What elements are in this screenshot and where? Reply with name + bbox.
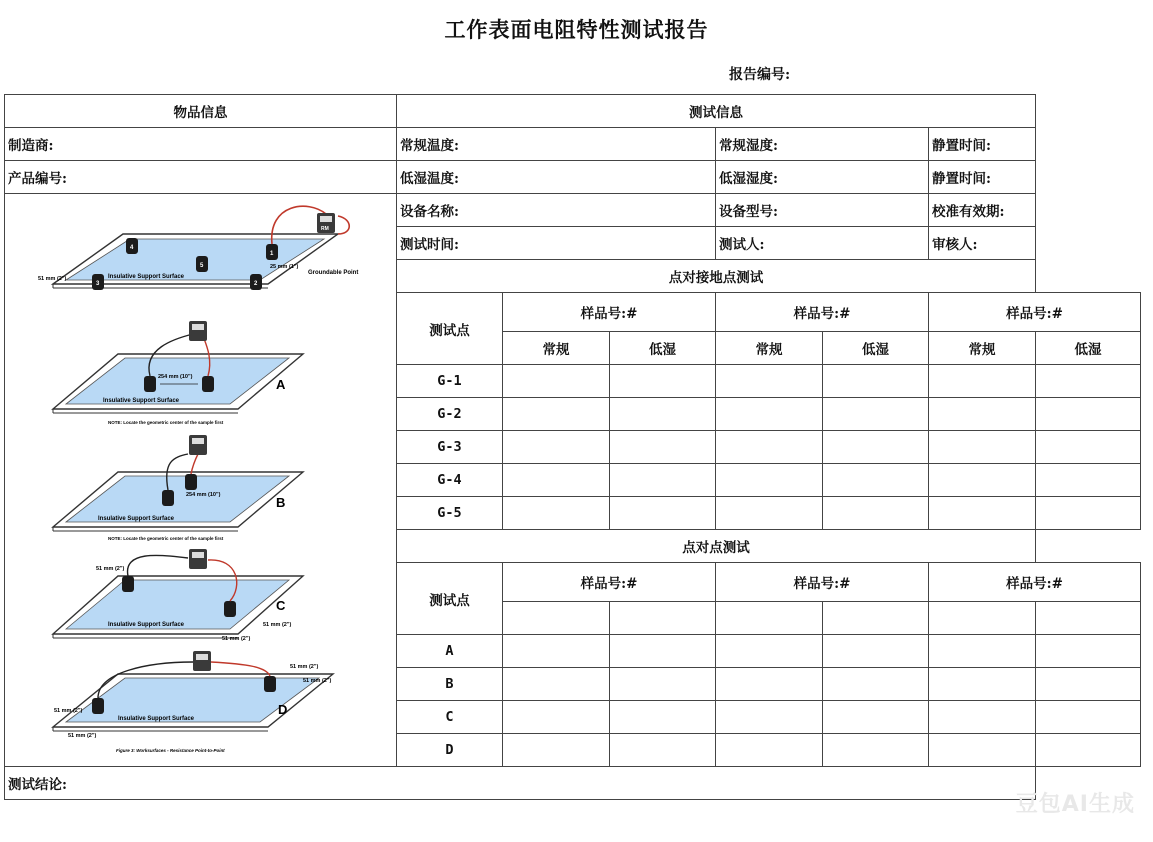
result-cell[interactable] <box>716 701 823 734</box>
result-cell[interactable] <box>1036 701 1141 734</box>
dist-51-label-c3: 51 mm (2") <box>263 622 292 628</box>
result-cell[interactable] <box>610 668 716 701</box>
p2p-point-label: C <box>397 701 503 734</box>
calibration-field[interactable]: 校准有效期: <box>929 194 1036 227</box>
ground-sample-header-3: 样品号:# <box>929 293 1141 332</box>
ground-test-heading: 点对接地点测试 <box>397 260 1036 293</box>
dist-51-label-d3: 51 mm (2") <box>54 708 83 714</box>
rest-time-field-1[interactable]: 静置时间: <box>929 128 1036 161</box>
electrode-number-2: 2 <box>254 281 258 287</box>
condition-blank[interactable] <box>503 602 610 635</box>
result-cell[interactable] <box>503 701 610 734</box>
result-cell[interactable] <box>1036 734 1141 767</box>
panel-label-c: C <box>276 598 286 613</box>
result-cell[interactable] <box>823 431 929 464</box>
condition-blank[interactable] <box>929 602 1036 635</box>
report-table <box>4 94 1141 800</box>
result-cell[interactable] <box>716 431 823 464</box>
result-cell[interactable] <box>716 635 823 668</box>
test-time-field[interactable]: 测试时间: <box>397 227 716 260</box>
tester-field[interactable]: 测试人: <box>716 227 929 260</box>
result-cell[interactable] <box>716 464 823 497</box>
result-cell[interactable] <box>1036 635 1141 668</box>
item-info-header: 物品信息 <box>5 95 397 128</box>
result-cell[interactable] <box>1036 365 1141 398</box>
result-cell[interactable] <box>929 701 1036 734</box>
result-cell[interactable] <box>503 398 610 431</box>
ground-point-label: G-4 <box>397 464 503 497</box>
groundable-point-label: Groundable Point <box>308 270 359 276</box>
dist-51-label-c1: 51 mm (2") <box>96 566 125 572</box>
normal-temp-field[interactable]: 常规温度: <box>397 128 716 161</box>
result-cell[interactable] <box>929 365 1036 398</box>
condition-low-1: 低湿 <box>610 332 716 365</box>
condition-normal-3: 常规 <box>929 332 1036 365</box>
dist-51-label-d4: 51 mm (2") <box>68 733 97 739</box>
test-setup-figure <box>8 194 397 762</box>
device-model-field[interactable]: 设备型号: <box>716 194 929 227</box>
result-cell[interactable] <box>503 431 610 464</box>
result-cell[interactable] <box>716 497 823 530</box>
note-text-a: NOTE: Locate the geometric center of the sample first <box>108 420 224 425</box>
result-cell[interactable] <box>823 635 929 668</box>
condition-low-2: 低湿 <box>823 332 929 365</box>
ground-point-label: G-3 <box>397 431 503 464</box>
report-number-label: 报告编号: <box>729 67 791 83</box>
electrode-number-3: 3 <box>96 281 100 287</box>
manufacturer-field[interactable]: 制造商: <box>5 128 397 161</box>
result-cell[interactable] <box>610 464 716 497</box>
result-cell[interactable] <box>1036 464 1141 497</box>
condition-blank[interactable] <box>1036 602 1141 635</box>
p2p-test-heading: 点对点测试 <box>397 530 1036 563</box>
dist-51-label-0: 51 mm (2") <box>38 276 67 282</box>
panel-label-b: B <box>276 495 286 510</box>
test-info-header: 测试信息 <box>397 95 1036 128</box>
result-cell[interactable] <box>610 497 716 530</box>
condition-blank[interactable] <box>610 602 716 635</box>
result-cell[interactable] <box>716 365 823 398</box>
device-name-field[interactable]: 设备名称: <box>397 194 716 227</box>
result-cell[interactable] <box>823 398 929 431</box>
p2p-sample-header-2: 样品号:# <box>716 563 929 602</box>
reviewer-field[interactable]: 审核人: <box>929 227 1036 260</box>
result-cell[interactable] <box>610 734 716 767</box>
electrode-number-5: 5 <box>200 263 204 269</box>
condition-normal-1: 常规 <box>503 332 610 365</box>
conclusion-field[interactable]: 测试结论: <box>5 767 1036 800</box>
p2p-sample-header-1: 样品号:# <box>503 563 716 602</box>
result-cell[interactable] <box>503 365 610 398</box>
result-cell[interactable] <box>610 431 716 464</box>
result-cell[interactable] <box>929 668 1036 701</box>
ground-point-label: G-2 <box>397 398 503 431</box>
figure-panel-c <box>53 549 303 642</box>
low-temp-field[interactable]: 低湿温度: <box>397 161 716 194</box>
surface-label-d: Insulative Support Surface <box>118 716 195 722</box>
p2p-point-header: 测试点 <box>397 563 503 635</box>
condition-low-3: 低湿 <box>1036 332 1141 365</box>
result-cell[interactable] <box>716 668 823 701</box>
p2p-point-label: D <box>397 734 503 767</box>
figure-panel-b <box>53 435 303 541</box>
result-cell[interactable] <box>929 464 1036 497</box>
figure-caption: Figure 3: Worksurfaces - Resistance Point-to-Point <box>116 748 225 753</box>
watermark: 豆包AI生成 <box>1015 792 1135 817</box>
figure-panel-a <box>53 321 303 425</box>
ground-sample-header-1: 样品号:# <box>503 293 716 332</box>
rest-time-field-2[interactable]: 静置时间: <box>929 161 1036 194</box>
result-cell[interactable] <box>823 497 929 530</box>
condition-normal-2: 常规 <box>716 332 823 365</box>
surface-label-b: Insulative Support Surface <box>98 516 175 522</box>
result-cell[interactable] <box>503 464 610 497</box>
result-cell[interactable] <box>716 734 823 767</box>
dist-51-label-c2: 51 mm (2") <box>222 636 251 642</box>
ground-point-label: G-1 <box>397 365 503 398</box>
figure-panel-layout <box>38 206 358 290</box>
result-cell[interactable] <box>1036 431 1141 464</box>
condition-blank[interactable] <box>823 602 929 635</box>
result-cell[interactable] <box>503 497 610 530</box>
result-cell[interactable] <box>503 635 610 668</box>
result-cell[interactable] <box>929 431 1036 464</box>
figure-panel-d <box>53 651 333 753</box>
panel-label-d: D <box>278 702 288 717</box>
surface-label-0: Insulative Support Surface <box>108 274 185 280</box>
dist-51-label-d2: 51 mm (2") <box>303 678 332 684</box>
result-cell[interactable] <box>1036 398 1141 431</box>
result-cell[interactable] <box>1036 497 1141 530</box>
result-cell[interactable] <box>823 701 929 734</box>
result-cell[interactable] <box>929 497 1036 530</box>
p2p-point-label: B <box>397 668 503 701</box>
result-cell[interactable] <box>823 464 929 497</box>
ground-point-label: G-5 <box>397 497 503 530</box>
result-cell[interactable] <box>503 734 610 767</box>
meter-label-0: RM <box>321 226 329 232</box>
report-title: 工作表面电阻特性测试报告 <box>444 17 709 42</box>
result-cell[interactable] <box>610 365 716 398</box>
result-cell[interactable] <box>610 635 716 668</box>
normal-humidity-field[interactable]: 常规湿度: <box>716 128 929 161</box>
result-cell[interactable] <box>929 398 1036 431</box>
result-cell[interactable] <box>823 668 929 701</box>
result-cell[interactable] <box>823 365 929 398</box>
dist-254-label-a: 254 mm (10") <box>158 374 193 380</box>
result-cell[interactable] <box>610 398 716 431</box>
result-cell[interactable] <box>1036 668 1141 701</box>
dist-51-label-d1: 51 mm (2") <box>290 664 319 670</box>
result-cell[interactable] <box>503 668 610 701</box>
ground-test-point-header: 测试点 <box>397 293 503 365</box>
panel-label-a: A <box>276 377 286 392</box>
ground-sample-header-2: 样品号:# <box>716 293 929 332</box>
p2p-point-label: A <box>397 635 503 668</box>
condition-blank[interactable] <box>716 602 823 635</box>
result-cell[interactable] <box>823 734 929 767</box>
note-text-b: NOTE: Locate the geometric center of the sample first <box>108 536 224 541</box>
product-no-field[interactable]: 产品编号: <box>5 161 397 194</box>
result-cell[interactable] <box>610 701 716 734</box>
dist-254-label-b: 254 mm (10") <box>186 492 221 498</box>
electrode-number-4: 4 <box>130 245 134 251</box>
dist-25-label: 25 mm (1") <box>270 264 299 270</box>
surface-label-c: Insulative Support Surface <box>108 622 185 628</box>
test-setup-figure-cell <box>5 194 397 767</box>
p2p-sample-header-3: 样品号:# <box>929 563 1141 602</box>
surface-label-a: Insulative Support Surface <box>103 398 180 404</box>
electrode-number-1: 1 <box>270 251 274 257</box>
result-cell[interactable] <box>929 734 1036 767</box>
low-humidity-field[interactable]: 低湿湿度: <box>716 161 929 194</box>
result-cell[interactable] <box>716 398 823 431</box>
result-cell[interactable] <box>929 635 1036 668</box>
